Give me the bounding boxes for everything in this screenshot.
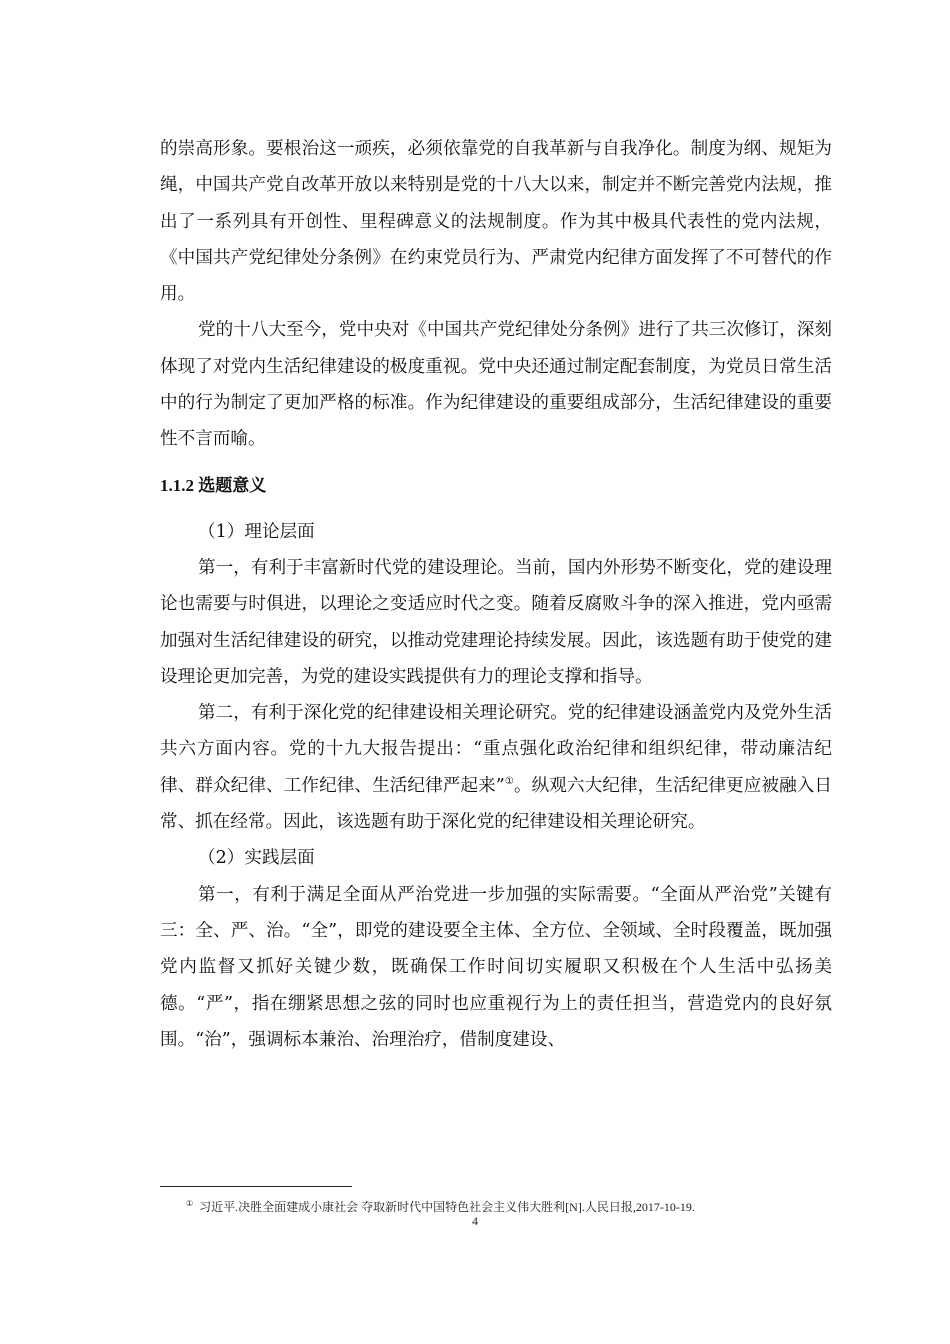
paragraph-theory-second-text-a: 第二，有利于深化党的纪律建设相关理论研究。党的纪律建设涵盖党内及党外生活共六方面内容。党的十九大报告提出：“重点强化政治纪律和组织纪律，带动廉洁纪律、群众纪律、工作纪律、生活纪律严起来” <box>160 703 832 796</box>
paragraph-theory-second <box>160 695 832 840</box>
footnote-reference-mark[interactable]: ① <box>504 775 514 787</box>
paragraph-practice-first: 第一，有利于满足全面从严治党进一步加强的实际需要。“全面从严治党”关键有三：全、严、治。“全”，即党的建设要全主体、全方位、全领域、全时段覆盖，既加强党内监督又抓好关键少数，既确保工作时间切实履职又积极在个人生活中弘扬美德。“严”，指在绷紧思想之弦的同时也应重视行为上的责任担当，营造党内的良好氛围。“治”，强调标本兼治、治理治疗，借制度建设、 <box>160 884 832 1050</box>
section-heading: 1.1.2 选题意义 <box>160 475 267 495</box>
footnote-separator <box>160 1186 352 1187</box>
body-text <box>160 131 832 1058</box>
footnote-mark: ① <box>186 1199 194 1208</box>
footnote-text: 习近平.决胜全面建成小康社会 夺取新时代中国特色社会主义伟大胜利[N].人民日报,2017-10-19. <box>199 1200 695 1214</box>
paragraph-revisions: 党的十八大至今，党中央对《中国共产党纪律处分条例》进行了共三次修订，深刻体现了对党内生活纪律建设的极度重视。党中央还通过制定配套制度，为党员日常生活中的行为制定了更加严格的标准。作为纪律建设的重要组成部分，生活纪律建设的重要性不言而喻。 <box>160 320 832 450</box>
page-number: 4 <box>472 1214 478 1228</box>
paragraph-theory-first: 第一，有利于丰富新时代党的建设理论。当前，国内外形势不断变化，党的建设理论也需要与时俱进，以理论之变适应时代之变。随着反腐败斗争的深入推进，党内亟需加强对生活纪律建设的研究，以推动党建理论持续发展。因此，该选题有助于使党的建设理论更加完善，为党的建设实践提供有力的理论支撑和指导。 <box>160 557 832 687</box>
subheading-theory: （1）理论层面 <box>198 521 315 542</box>
subheading-practice: （2）实践层面 <box>198 848 315 869</box>
paragraph-theory-second-text-b: 。纵观六大纪律，生活纪律更应被融入日常、抓在经常。因此，该选题有助于深化党的纪律建设相关理论研究。 <box>160 775 833 833</box>
paragraph-continuation: 的崇高形象。要根治这一顽疾，必须依靠党的自我革新与自我净化。制度为纲、规矩为绳，中国共产党自改革开放以来特别是党的十八大以来，制定并不断完善党内法规，推出了一系列具有开创性、里程碑意义的法规制度。作为其中极具代表性的党内法规，《中国共产党纪律处分条例》在约束党员行为、严肃党内纪律方面发挥了不可替代的作用。 <box>160 139 832 305</box>
